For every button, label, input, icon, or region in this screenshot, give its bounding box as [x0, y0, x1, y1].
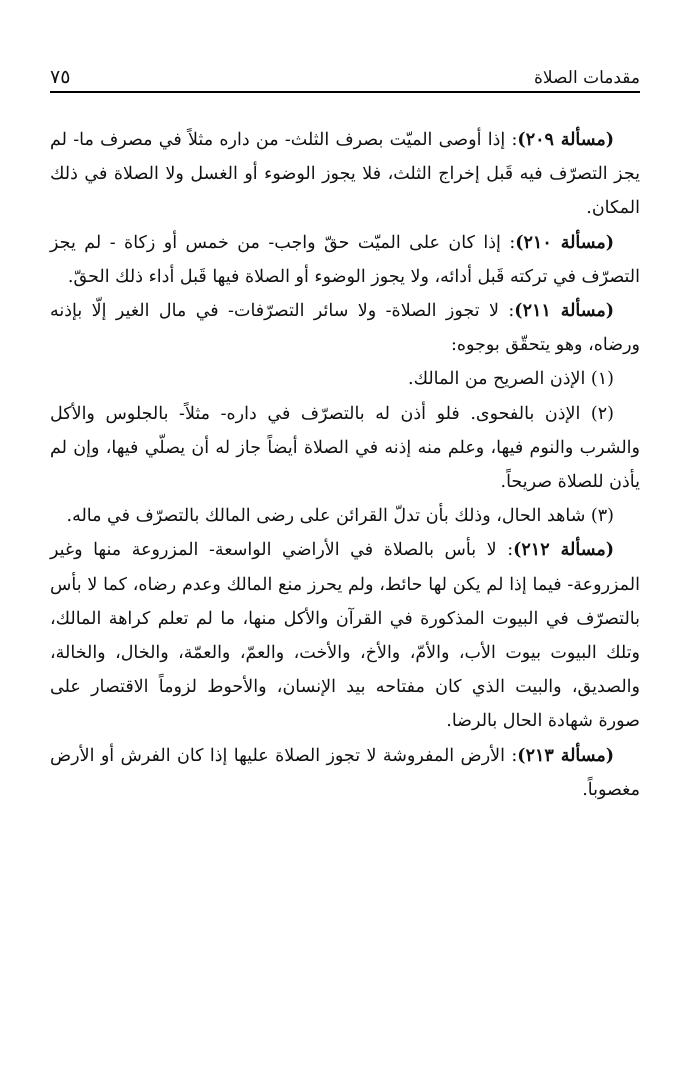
page-number: ٧٥ — [50, 66, 71, 88]
paragraph-masala-209 — [50, 123, 640, 226]
paragraph-text: : الأرض المفروشة لا تجوز الصلاة عليها إذا كان الفرش أو الأرض مغصوباً. — [50, 745, 640, 800]
paragraph-text: : إذا أوصى الميّت بصرف الثلث- من داره مثلاً في مصرف ما- لم يجز التصرّف فيه قَبل إخراج الثلث، فلا يجوز الوضوء أو الغسل ولا الصلاة في ذلك المكان. — [50, 130, 640, 219]
masala-label: (مسألة ٢٠٩) — [517, 130, 615, 150]
paragraph-text: : إذا كان على الميّت حقّ واجب- من خمس أو زكاة - لم يجز التصرّف في تركته قَبل أدائه، ولا يجوز الوضوء أو الصلاة فيها قَبل أداء ذلك الحقّ. — [50, 232, 640, 287]
page-body — [50, 123, 640, 807]
paragraph-masala-210 — [50, 226, 640, 294]
chapter-title: مقدمات الصلاة — [533, 68, 640, 88]
masala-label: (مسألة ٢١٣) — [517, 745, 615, 766]
running-header — [50, 58, 640, 93]
paragraph-text: (١) الإذن الصريح من المالك. — [408, 369, 614, 390]
paragraph-masala-211 — [50, 294, 640, 362]
paragraph-text: (٣) شاهد الحال، وذلك بأن تدلّ القرائن على رضى المالك بالتصرّف في ماله. — [66, 506, 614, 527]
list-item-1 — [50, 362, 640, 396]
paragraph-text: : لا بأس بالصلاة في الأراضي الواسعة- المزروعة منها وغير المزروعة- فيما إذا لم يكن لها حائط، ولم يحرز منع المالك وعدم رضاه، كما لا بأس بالتصرّف في البيوت المذكورة في القرآن والأكل منها، ما لم تعلم كراهة المالك، وتلك البيوت بيوت الأب، والأمّ، والأخ، والأخت، والعمّ، والعمّة، والخال، والخالة، والصديق، والبيت الذي كان مفتاحه بيد الإنسان، والأحوط لزوماً الاقتصار على صورة شهادة الحال بالرضا. — [50, 540, 640, 732]
list-item-2 — [50, 397, 640, 500]
paragraph-masala-213 — [50, 739, 640, 807]
masala-label: (مسألة ٢١٢) — [513, 540, 614, 561]
paragraph-masala-212 — [50, 533, 640, 738]
book-page — [50, 58, 640, 807]
paragraph-text: (٢) الإذن بالفحوى. فلو أذن له بالتصرّف في داره- مثلاً- بالجلوس والأكل والشرب والنوم فيها، وعلم منه إذنه في الصلاة أيضاً جاز له أن يصلّي فيها، وإن لم يأذن للصلاة صريحاً. — [50, 403, 640, 493]
paragraph-text: : لا تجوز الصلاة- ولا سائر التصرّفات- في مال الغير إلّا بإذنه ورضاه، وهو يتحقّق بوجوه: — [50, 301, 640, 356]
masala-label: (مسألة ٢١١) — [514, 301, 615, 322]
masala-label: (مسألة ٢١٠) — [515, 232, 615, 253]
list-item-3 — [50, 499, 640, 533]
